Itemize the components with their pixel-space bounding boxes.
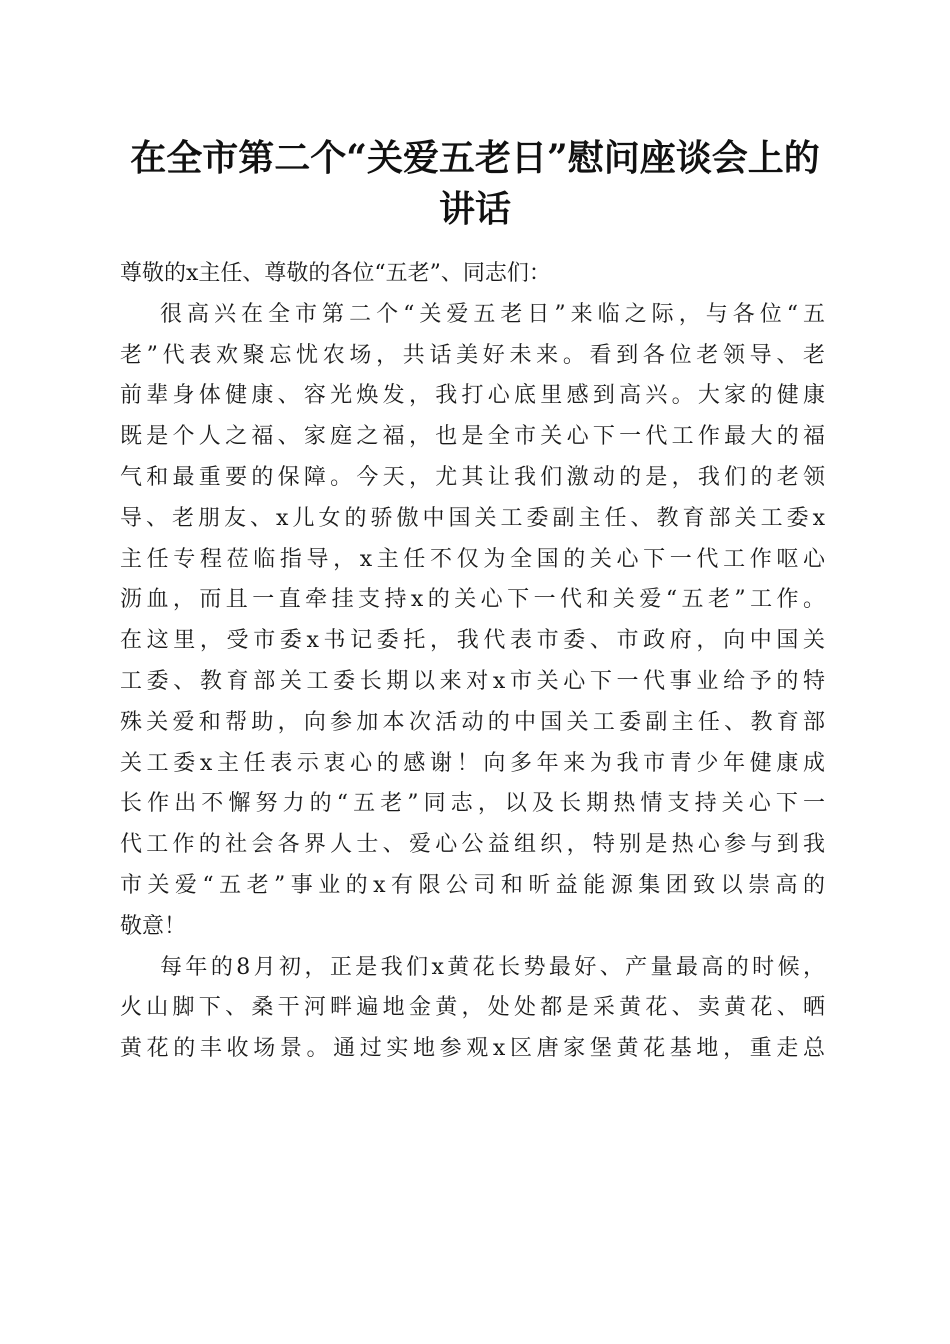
paragraph-line: 老”代表欢聚忘忧农场，共话美好未来。看到各位老领导、老 (120, 342, 825, 368)
paragraph-line: 黄花的丰收场景。通过实地参观x区唐家堡黄花基地，重走总 (120, 1036, 825, 1062)
paragraph-line: 在这里，受市委x书记委托，我代表市委、市政府，向中国关 (120, 628, 825, 654)
page-title (100, 133, 850, 235)
paragraph-line: 气和最重要的保障。今天，尤其让我们激动的是，我们的老领 (120, 464, 825, 490)
paragraph-line: 前辈身体健康、容光焕发，我打心底里感到高兴。大家的健康 (120, 383, 825, 409)
paragraph-line: 代工作的社会各界人士、爱心公益组织，特别是热心参与到我 (120, 832, 825, 858)
paragraph-line: 每年的8月初，正是我们x黄花长势最好、产量最高的时候， (160, 954, 825, 980)
paragraph-line: 主任专程莅临指导，x主任不仅为全国的关心下一代工作呕心 (120, 546, 825, 572)
paragraph-line: 市关爱“五老”事业的x有限公司和昕益能源集团致以崇高的 (120, 872, 825, 898)
paragraph-line: 长作出不懈努力的“五老”同志，以及长期热情支持关心下一 (120, 791, 825, 817)
paragraph-line: 工委、教育部关工委长期以来对x市关心下一代事业给予的特 (120, 668, 825, 694)
paragraph-1 (120, 295, 825, 948)
paragraph-line: 敬意！ (120, 913, 187, 939)
paragraph-line: 关工委x主任表示衷心的感谢！向多年来为我市青少年健康成 (120, 750, 825, 776)
title-line: 在全市第二个“关爱五老日”慰问座谈会上的 (130, 137, 820, 179)
paragraph-2 (120, 948, 825, 1070)
paragraph-line: 沥血，而且一直牵挂支持x的关心下一代和关爱“五老”工作。 (120, 587, 825, 613)
document-body (120, 254, 825, 1070)
greeting: 尊敬的x主任、尊敬的各位“五老”、同志们： (120, 261, 551, 286)
paragraph-line: 殊关爱和帮助，向参加本次活动的中国关工委副主任、教育部 (120, 709, 825, 735)
paragraph-line: 火山脚下、桑干河畔遍地金黄，处处都是采黄花、卖黄花、晒 (120, 995, 825, 1021)
paragraph-line: 导、老朋友、x儿女的骄傲中国关工委副主任、教育部关工委x (120, 505, 825, 531)
paragraph-line: 很高兴在全市第二个“关爱五老日”来临之际，与各位“五 (160, 301, 825, 327)
title-line: 讲话 (438, 188, 511, 230)
paragraph-line: 既是个人之福、家庭之福，也是全市关心下一代工作最大的福 (120, 424, 825, 450)
